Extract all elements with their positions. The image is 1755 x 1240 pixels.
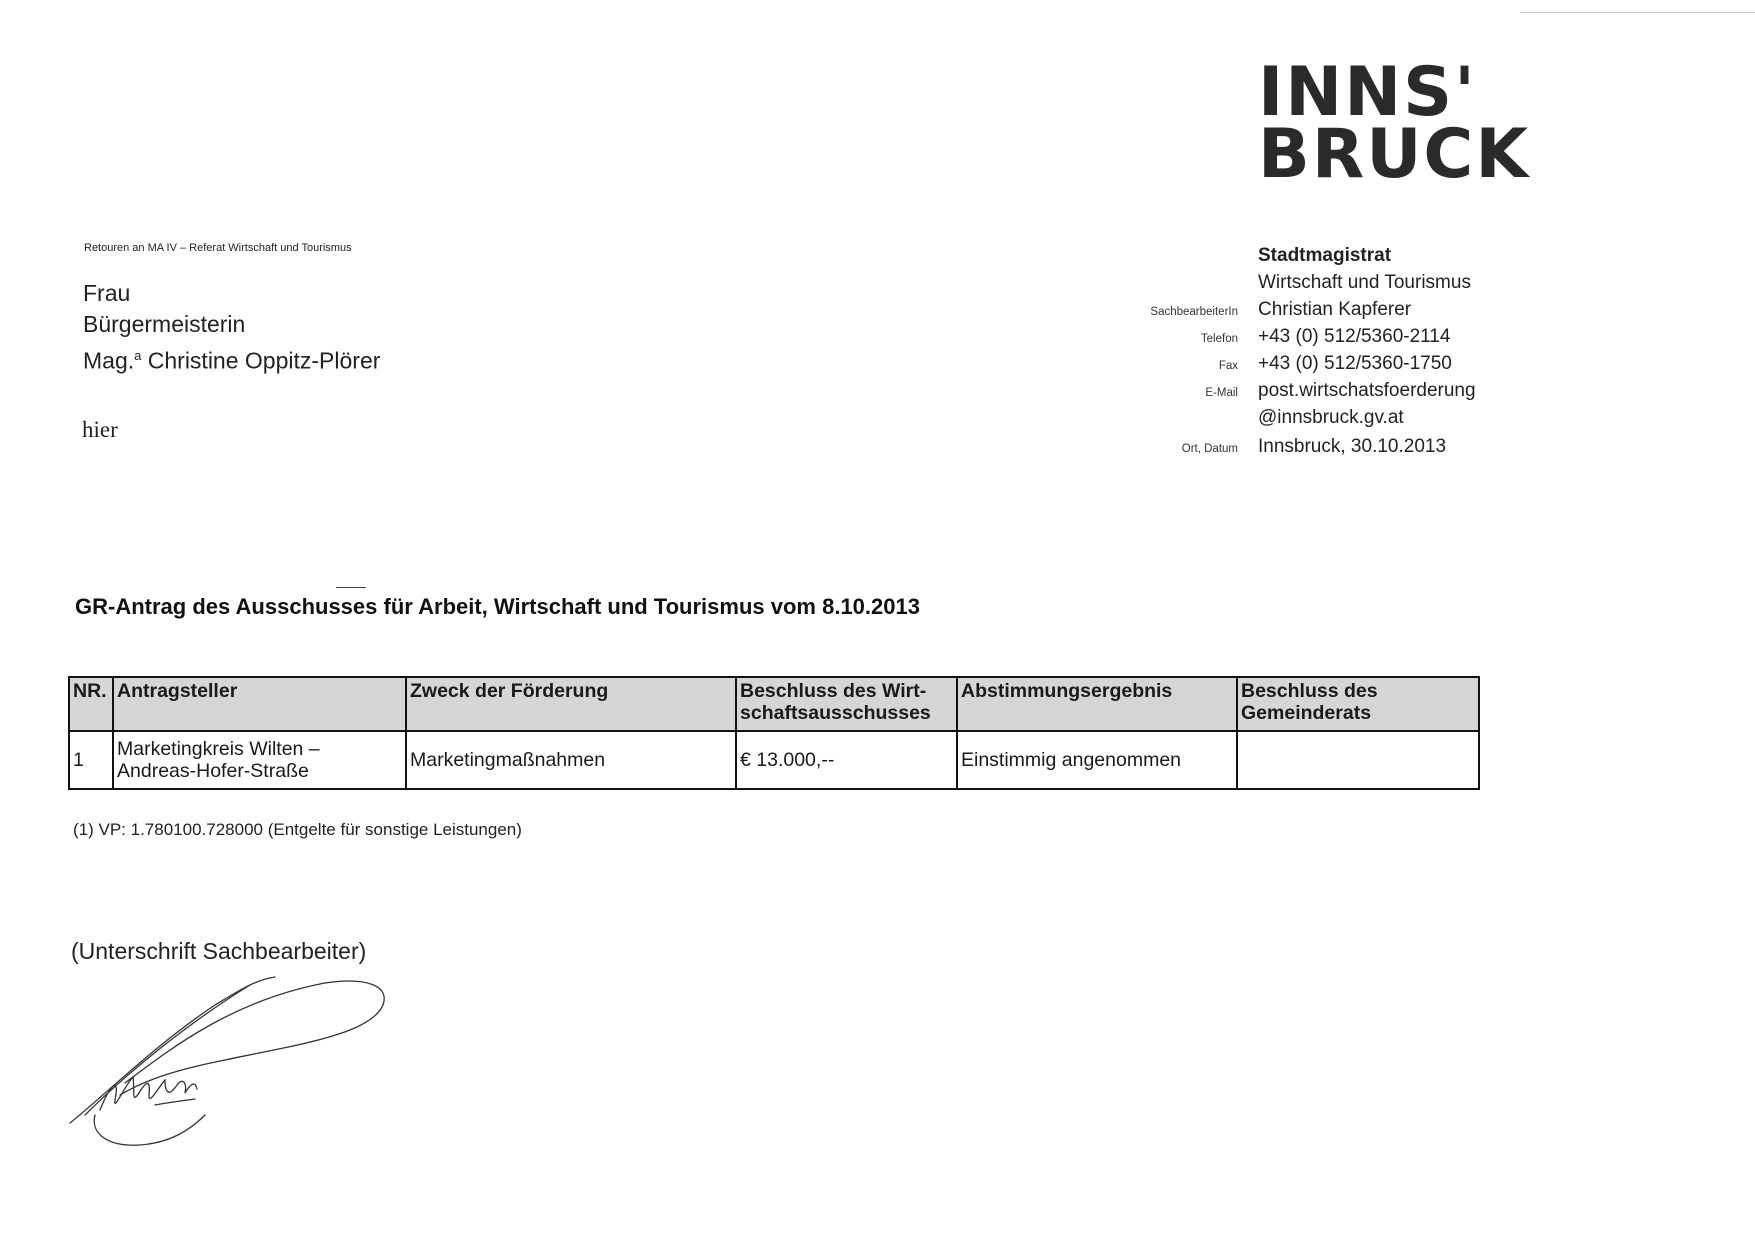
recipient-name-sup: a <box>134 348 142 363</box>
header-nr: NR. <box>69 677 113 731</box>
label-ort-datum: Ort, Datum <box>1181 443 1238 455</box>
logo-line-1: INNS' <box>1258 53 1477 132</box>
cell-abstimmungsergebnis: Einstimmig angenommen <box>957 731 1237 789</box>
header-abstimmungsergebnis: Abstimmungsergebnis <box>957 677 1237 731</box>
innsbruck-logo <box>1258 53 1531 194</box>
cell-nr: 1 <box>69 731 113 789</box>
handwritten-signature <box>65 965 405 1165</box>
table-header-row <box>69 677 1479 731</box>
label-telefon: Telefon <box>1200 333 1238 345</box>
value-sachbearbeiterin: Christian Kapferer <box>1258 299 1412 320</box>
cell-beschluss-wirtschaftsausschuss: € 13.000,-- <box>736 731 957 789</box>
cell-zweck: Marketingmaßnahmen <box>406 731 736 789</box>
signature-label: (Unterschrift Sachbearbeiter) <box>71 938 367 964</box>
sender-department: Stadtmagistrat <box>1258 245 1392 266</box>
sender-unit: Wirtschaft und Tourismus <box>1258 272 1471 293</box>
label-fax: Fax <box>1218 360 1238 372</box>
label-sachbearbeiterin: SachbearbeiterIn <box>1150 306 1238 318</box>
funding-table <box>68 676 1480 790</box>
header-antragsteller: Antragsteller <box>113 677 406 731</box>
value-email: post.wirtschatsfoerderung <box>1258 380 1476 401</box>
value-telefon: +43 (0) 512/5360-2114 <box>1258 326 1451 347</box>
value-fax: +43 (0) 512/5360-1750 <box>1258 353 1452 374</box>
recipient-name-text: Christine Oppitz-Plörer <box>141 347 381 374</box>
recipient-name <box>83 340 380 377</box>
subject-line: GR-Antrag des Ausschusses für Arbeit, Wirtschaft und Tourismus vom 8.10.2013 <box>75 594 920 619</box>
hier-text: hier <box>82 417 118 442</box>
cell-beschluss-gemeinderat <box>1237 731 1479 789</box>
cell-antragsteller: Marketingkreis Wilten – Andreas-Hofer-Straße <box>113 731 406 789</box>
return-address: Retouren an MA IV – Referat Wirtschaft und Tourismus <box>84 242 352 254</box>
recipient-title: Bürgermeisterin <box>83 311 246 337</box>
logo-line-2: BRUCK <box>1258 115 1531 194</box>
recipient-block <box>83 278 380 377</box>
header-beschluss-gemeinderat: Beschluss des Gemeinderats <box>1237 677 1479 731</box>
footnote: (1) VP: 1.780100.728000 (Entgelte für sonstige Leistungen) <box>73 820 522 839</box>
label-email: E-Mail <box>1205 387 1238 399</box>
header-beschluss-wirtschaftsausschuss: Beschluss des Wirt-schaftsausschusses <box>736 677 957 731</box>
value-email-domain: @innsbruck.gv.at <box>1258 407 1404 428</box>
scan-edge-line <box>1520 12 1755 13</box>
header-zweck: Zweck der Förderung <box>406 677 736 731</box>
recipient-name-prefix: Mag. <box>83 347 135 374</box>
subject-overline-mark <box>336 587 366 588</box>
recipient-salutation: Frau <box>83 280 131 306</box>
table-row <box>69 731 1479 789</box>
value-ort-datum: Innsbruck, 30.10.2013 <box>1258 436 1447 457</box>
